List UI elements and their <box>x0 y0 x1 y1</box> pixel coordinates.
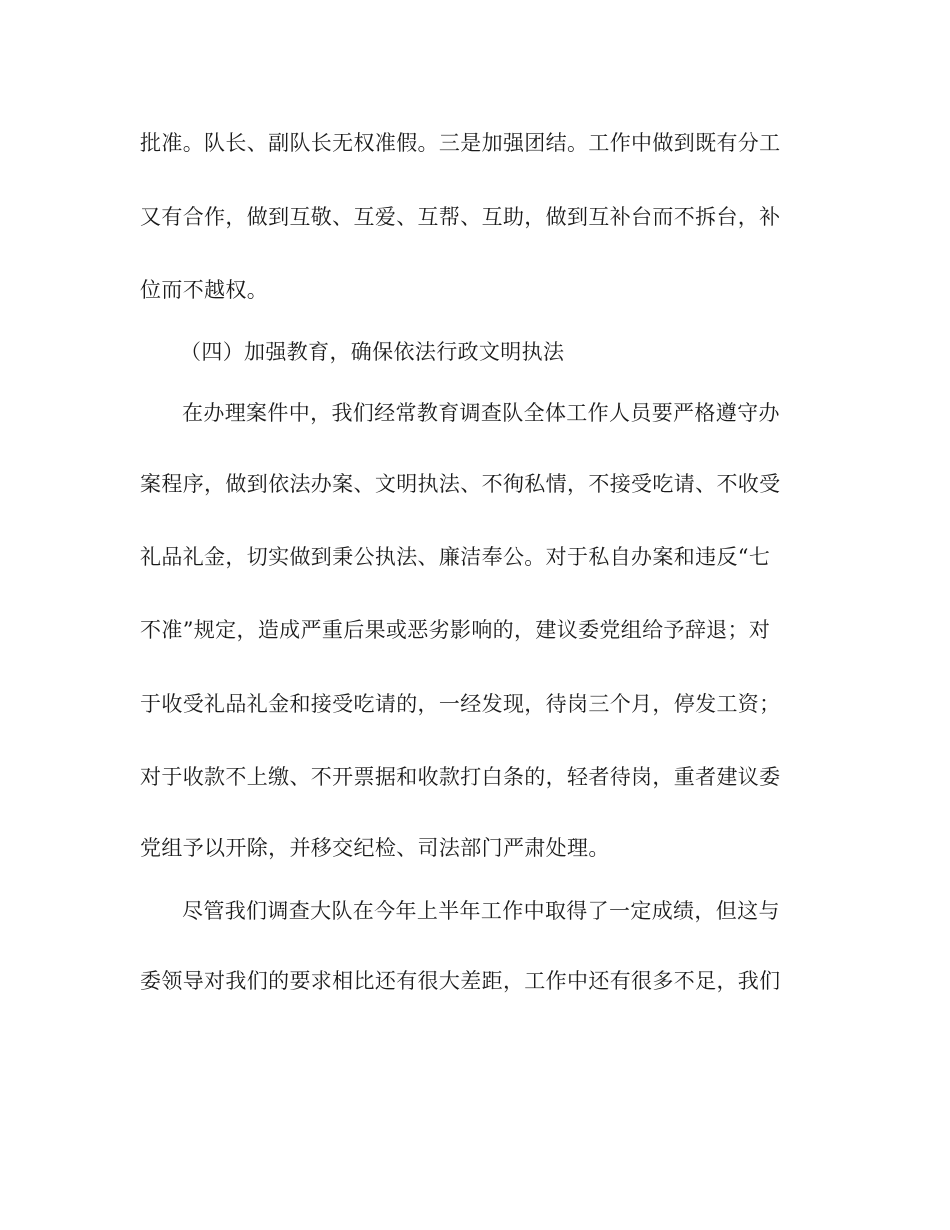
paragraph-line: 位而不越权。 <box>140 278 269 302</box>
paragraph-line: 批准。队长、副队长无权准假。三是加强团结。工作中做到既有分工 <box>140 131 781 155</box>
paragraph-line: 党组予以开除，并移交纪检、司法部门严肃处理。 <box>140 836 610 860</box>
paragraph-line: 在办理案件中，我们经常教育调查队全体工作人员要严格遵守办 <box>182 401 780 425</box>
paragraph-line: 礼品礼金，切实做到秉公执法、廉洁奉公。对于私自办案和违反“七 <box>140 545 771 569</box>
paragraph-line: 不准”规定，造成严重后果或恶劣影响的，建议委党组给予辞退；对 <box>140 618 771 642</box>
paragraph-line: 尽管我们调查大队在今年上半年工作中取得了一定成绩，但这与 <box>182 899 780 923</box>
section-heading: （四）加强教育，确保依法行政文明执法 <box>180 340 565 364</box>
paragraph-line: 委领导对我们的要求相比还有很大差距，工作中还有很多不足，我们 <box>140 969 781 993</box>
paragraph-line: 案程序，做到依法办案、文明执法、不徇私情，不接受吃请、不收受 <box>140 472 781 496</box>
paragraph-line: 于收受礼品礼金和接受吃请的，一经发现，待岗三个月，停发工资； <box>140 692 781 716</box>
paragraph-line: 又有合作，做到互敬、互爱、互帮、互助，做到互补台而不拆台，补 <box>140 205 781 229</box>
paragraph-line: 对于收款不上缴、不开票据和收款打白条的，轻者待岗，重者建议委 <box>140 765 781 789</box>
